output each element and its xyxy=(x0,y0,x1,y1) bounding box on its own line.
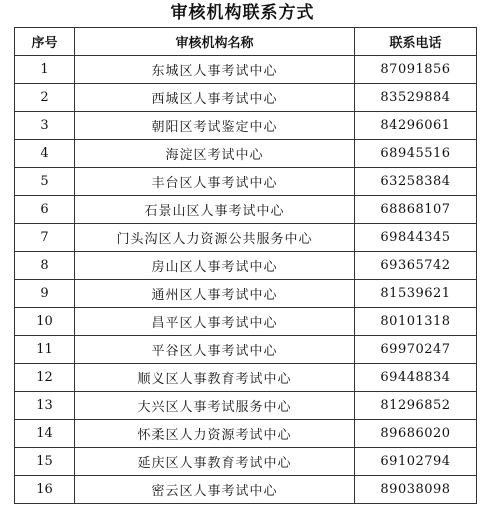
cell-agency-name: 密云区人事考试中心 xyxy=(75,476,355,504)
table-row xyxy=(15,252,477,280)
cell-phone: 84296061 xyxy=(355,112,477,140)
cell-serial-number: 10 xyxy=(15,308,75,336)
cell-phone: 68868107 xyxy=(355,196,477,224)
cell-phone: 69970247 xyxy=(355,336,477,364)
cell-serial-number: 9 xyxy=(15,280,75,308)
table-row xyxy=(15,420,477,448)
cell-serial-number: 1 xyxy=(15,56,75,84)
table-row xyxy=(15,364,477,392)
cell-serial-number: 15 xyxy=(15,448,75,476)
table-header-row xyxy=(15,28,477,56)
cell-serial-number: 7 xyxy=(15,224,75,252)
cell-serial-number: 12 xyxy=(15,364,75,392)
cell-agency-name: 石景山区人事考试中心 xyxy=(75,196,355,224)
header-serial-number: 序号 xyxy=(15,28,75,56)
cell-serial-number: 4 xyxy=(15,140,75,168)
table-row xyxy=(15,168,477,196)
cell-agency-name: 海淀区考试中心 xyxy=(75,140,355,168)
cell-serial-number: 5 xyxy=(15,168,75,196)
cell-phone: 63258384 xyxy=(355,168,477,196)
cell-serial-number: 8 xyxy=(15,252,75,280)
header-agency-name: 审核机构名称 xyxy=(75,28,355,56)
cell-agency-name: 西城区人事考试中心 xyxy=(75,84,355,112)
table-row xyxy=(15,280,477,308)
cell-agency-name: 大兴区人事考试服务中心 xyxy=(75,392,355,420)
table-row xyxy=(15,140,477,168)
cell-serial-number: 11 xyxy=(15,336,75,364)
cell-phone: 69365742 xyxy=(355,252,477,280)
cell-phone: 89686020 xyxy=(355,420,477,448)
table-row xyxy=(15,84,477,112)
cell-phone: 89038098 xyxy=(355,476,477,504)
cell-agency-name: 顺义区人事教育考试中心 xyxy=(75,364,355,392)
cell-phone: 80101318 xyxy=(355,308,477,336)
cell-phone: 83529884 xyxy=(355,84,477,112)
cell-phone: 69844345 xyxy=(355,224,477,252)
cell-agency-name: 通州区人事考试中心 xyxy=(75,280,355,308)
table-row xyxy=(15,196,477,224)
cell-phone: 68945516 xyxy=(355,140,477,168)
page-title: 审核机构联系方式 xyxy=(170,3,315,23)
cell-serial-number: 13 xyxy=(15,392,75,420)
header-phone: 联系电话 xyxy=(355,28,477,56)
table-row xyxy=(15,308,477,336)
table-row xyxy=(15,392,477,420)
table-row xyxy=(15,56,477,84)
cell-agency-name: 延庆区人事教育考试中心 xyxy=(75,448,355,476)
table-row xyxy=(15,336,477,364)
cell-phone: 87091856 xyxy=(355,56,477,84)
cell-serial-number: 16 xyxy=(15,476,75,504)
cell-agency-name: 丰台区人事考试中心 xyxy=(75,168,355,196)
table-row xyxy=(15,448,477,476)
cell-phone: 81539621 xyxy=(355,280,477,308)
cell-agency-name: 昌平区人事考试中心 xyxy=(75,308,355,336)
cell-serial-number: 14 xyxy=(15,420,75,448)
cell-phone: 69102794 xyxy=(355,448,477,476)
cell-phone: 81296852 xyxy=(355,392,477,420)
contact-table xyxy=(14,27,477,504)
cell-agency-name: 东城区人事考试中心 xyxy=(75,56,355,84)
cell-agency-name: 朝阳区考试鉴定中心 xyxy=(75,112,355,140)
cell-agency-name: 房山区人事考试中心 xyxy=(75,252,355,280)
cell-serial-number: 2 xyxy=(15,84,75,112)
cell-agency-name: 怀柔区人力资源考试中心 xyxy=(75,420,355,448)
table-row xyxy=(15,224,477,252)
table-row xyxy=(15,112,477,140)
cell-serial-number: 6 xyxy=(15,196,75,224)
cell-agency-name: 门头沟区人力资源公共服务中心 xyxy=(75,224,355,252)
table-row xyxy=(15,476,477,504)
cell-agency-name: 平谷区人事考试中心 xyxy=(75,336,355,364)
cell-serial-number: 3 xyxy=(15,112,75,140)
cell-phone: 69448834 xyxy=(355,364,477,392)
